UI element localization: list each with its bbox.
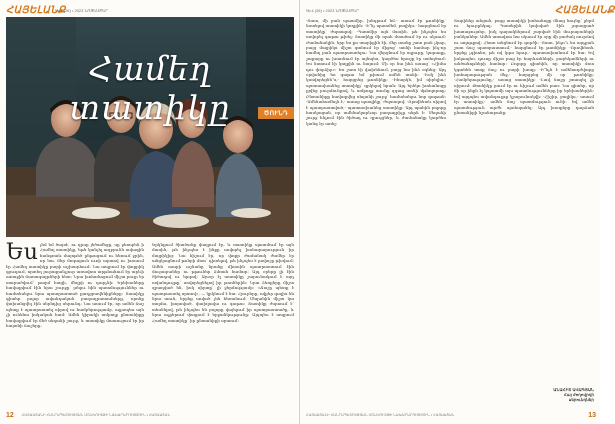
page-number: 13 (588, 411, 596, 419)
magazine-logo: ՀԱՅԵԼԱՆՔ (555, 4, 615, 16)
magazine-logo: ՀԱՅԵԼԱՆՔ (6, 4, 66, 16)
column-text: Երկնքում ծիածանը փայլում էր, և տատիկը պատմում էր այն մասին, թե ինչպես է ինքը սովորել խոհարարություն իր մայրիկից։ Նա հիշում էր, որ փոքր ժամանակ ժամեր էր անցկացնում թոնրի մոտ՝ դիտելով, թե ինչպես է լավաշը թխվում։ Ամեն տարի աշնանը նրանք միասին պատրաստում էին մուրաբաներ ու թթուներ ձմռան համար։ Այդ օրերը լի էին ծիծաղով ու երգով։ Այսօր էլ տատիկը շարունակում է այդ ավանդույթը՝ սովորեցնելով իր թոռներին։ Նրա ձեռքերը միշտ զբաղված են, իսկ սիրտը՝ լի ջերմությամբ։ «Ճաշը պետք է պատրաստել սրտով», — կրկնում է նա։ Հյուրերը, ովքեր գալիս են նրա տուն, երբեք սոված չեն հեռանում։ Սեղանին միշտ կա տոլմա, խորոված, փախլավա ու գաթա։ Տատիկը ժպտում է՝ տեսնելով, թե ինչպես են բոլորը վայելում իր պատրաստածը, և նրա աչքերում փայլում է երջանկությունը։ Այդպես է ապրում Համեղ տատիկը՝ իր ընտանիքի սրտում։ (152, 242, 294, 323)
article-title: Համեղ տատիկը (69, 49, 231, 127)
right-page (300, 0, 615, 424)
column-text: չեմ եմ ծայռէ, ու դրսը յեծամեցը, սը ջեռսբեն ի Համեղ տատիկը, եթե կանչել ազբյունն ավագին հանգռաև մայոթեծ ընթացում ու հեռում ջրին, որ նա, մեր մոգացուն ուռի արտով ու խոսում էր Համեղ տատիկը բարի աշխարհում։ Նա ապրում էր փոքրիկ գյուղում, որտեղ յուրաքանչյուր առավոտ արթնանում էր արևի առաջին ճառագայթների հետ։ Նրա խոհանոցում միշտ բույր էր տարածվում՝ թարմ հացի, մեղրի ու դարչնի։ Երեխաները հավաքվում էին նրա շուրջը՝ լսելու հին պատմություններ ու համտեսելու նրա պատրաստած քաղցրավենիքները։ Տատիկը գիտեր բոլոր ավանդական բաղադրատոմսերը, որոնք փոխանցվել էին սերնդից սերունդ։ Նա ասում էր, որ ամեն ճաշ պետք է պատրաստել սիրով ու համբերությամբ, այլապես այն չի ունենա իսկական համ։ Ամեն կիրակի ամբողջ ընտանիքը հավաքվում էր մեծ սեղանի շուրջ, և տատիկը մատուցում էր իր հայտնի ճաշերը։ (6, 242, 144, 329)
family-photo (6, 17, 294, 237)
article-column-2 (152, 242, 294, 408)
author-role: Հայ ժողովրդի սերունդներ (563, 392, 594, 403)
column-text: -Տատ, մի բան պատմիր, խնդրում եմ,- ասում էր թոռնիկը՝ նստելով տատիկի կողքին։ -Ի՞նչ պատմեմ, բալիկս,- հարցնում էր տատիկը՝ ժպտալով։ -Պատմիր այն մասին, թե ինչպես ես սովորել գաթա թխել։ Տատիկը մի պահ մտածում էր ու սկսում։ Ժամանակին, երբ ես քո տարիքին էի, մեր տանը շատ բան չկար, բայց մայրիկս միշտ գտնում էր միջոց՝ տոնի համար ինչ-որ համեղ բան պատրաստելու։ Նա վերցնում էր ալյուրը, կարագը, շաքարը ու խառնում էր այնպես, կարծես հրաշք էր ստեղծում։ Ես նստում էի կողքին ու նայում։ Մի օր նա ինձ ասաց՝ «Հիմա դու փորձիր»։ Ես շատ էի վախենում, բայց նա ինձ օգնեց։ Այդ օրվանից ես գաթա եմ թխում ամեն տոնի։ -Իսկ ինձ կսովորեցնե՞ս,- հարցրեց թոռնիկը։ -Իհարկե, իմ սիրելիս,- պատասխանեց տատիկը՝ գրկելով նրան։ Այդ երեկո խոհանոցը լցվեց բուրմունքով, և ամբողջ տունը զգաց տոնի մթնոլորտը։ Ընտանիքը հավաքվեց սեղանի շուրջ՝ համտեսելու նոր գաթան։ -Ամենահամեղն է,- ասաց պապիկը՝ ժպտալով։ -Որովհետև սիրով է պատրաստված,- պատասխանեց տատիկը։ Այդ պահին բոլորը հասկացան, որ ամենակարևոր բաղադրիչը սերն է։ Սեղանի շուրջ հնչում էին ծիծաղ ու զրույցներ, և ժամանակը կարծես կանգ էր առել։ (306, 18, 446, 126)
footer-text: ՀԱՅԱՍՏԱՆԻ ՀԱՆՐԱՊԵՏՈՒԹՅԱՆ ՄՇԱԿՈՒՅԹԻ ՆԱԽԱՐԱՐՈՒԹՅՈՒՆ • ՀԱՅԱՍՏԱՆ (306, 413, 455, 417)
issue-info: № 4 (26) • 2023 ՆՈՅԵՄԲԵՐ (306, 7, 359, 13)
article-column-4 (454, 18, 594, 378)
page-number: 12 (6, 411, 14, 419)
section-tag: ԾՈՒՆԴ (258, 107, 294, 119)
column-text: Տարիներ անցան, բայց տատիկի խոհանոցը մնաց նույնը՝ ջերմ ու հյուրընկալ։ Պատերին կախված էին չորացրած խոտաբույսեր, իսկ դարակներում շարված էին մուրաբաների բանկաներ։ Ամեն առավոտ նա սկսում էր օրը մի բաժակ սուրճով ու աղոթքով։ Հետո անցնում էր գործի։ -Տատ, ինչո՞ւ ես այդքան շատ ճաշ պատրաստում,- հարցնում էր թոռնիկը։ -Որովհետև երբեք չգիտես, թե ով կգա հյուր,- պատասխանում էր նա։ Եվ իսկապես, դուռը միշտ բաց էր հարևանների, բարեկամների ու անծանոթների համար։ Բոլորը գիտեին, որ տատիկի մոտ կգտնեն տաք ճաշ ու բարի խոսք։ -Ի՞նչն է ամենադժվարը խոհարարության մեջ,- հարցրեց մի օր թոռնիկը։ -Համբերությունը,- ասաց տատիկը։ -Լավ ճաշը շտապել չի սիրում։ Թոռնիկը լսում էր ու հիշում ամեն բառ։ Նա գիտեր, որ մի օր ինքն էլ կպատմի այս պատմությունները իր երեխաներին։ Եվ այդպես ավանդույթը կշարունակվի։ -Հիշիր, բալիկս,- ասում էր տատիկը,- ամեն ճաշ պատմություն ունի։ Եվ ամեն պատմություն արժե պահպանել։ Այդ խոսքերը դարձան ընտանիքի նշանաբանը։ (454, 18, 594, 115)
author-credit (546, 387, 594, 403)
page-footer (6, 411, 296, 419)
page-footer (306, 411, 596, 419)
left-page (0, 0, 300, 424)
author-name: ԱՆԱՀԻՏ ԱՎԱԳՅԱՆ (553, 387, 594, 392)
article-column-1 (6, 242, 144, 408)
issue-info: № 4 (26) • 2023 ՆՈՅԵՄԲԵՐ (55, 7, 108, 13)
drop-cap: Ես (6, 240, 38, 265)
footer-text: ՀԱՅԱՍՏԱՆԻ ՀԱՆՐԱՊԵՏՈՒԹՅԱՆ ՄՇԱԿՈՒՅԹԻ ՆԱԽԱՐԱՐՈՒԹՅՈՒՆ • ՀԱՅԱՍՏԱՆ (21, 413, 171, 417)
article-column-3 (306, 18, 446, 410)
